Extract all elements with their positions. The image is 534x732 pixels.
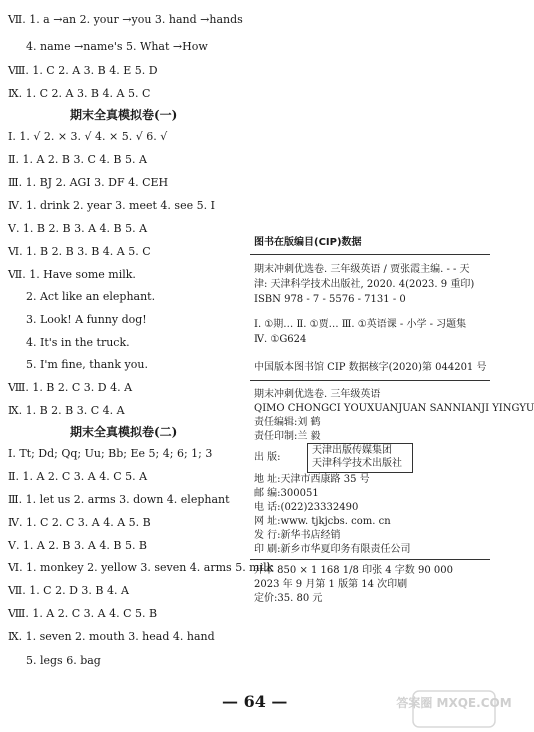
colophon-line: 开本 850 × 1 168 1/8 印张 4 字数 90 000 xyxy=(254,565,453,576)
cip-line: 津: 天津科学技术出版社, 2020. 4(2023. 9 重印) xyxy=(254,279,475,290)
colophon-line: 印 刷:新乡市华夏印务有限责任公司 xyxy=(254,544,411,555)
answer-line: 3. Look! A funny dog! xyxy=(26,313,147,326)
answer-line: Ⅳ. 1. drink 2. year 3. meet 4. see 5. I xyxy=(8,199,215,212)
cip-line: 中国版本图书馆 CIP 数据核字(2020)第 044201 号 xyxy=(254,362,487,373)
colophon-line: QIMO CHONGCI YOUXUANJUAN SANNIANJI YINGYU xyxy=(254,403,534,414)
answer-line: Ⅱ. 1. A 2. C 3. A 4. C 5. A xyxy=(8,470,148,483)
answer-line: Ⅵ. 1. monkey 2. yellow 3. seven 4. arms 5. milk xyxy=(8,561,274,574)
cip-line: Ⅳ. ①G624 xyxy=(254,334,307,345)
answer-line: Ⅸ. 1. B 2. B 3. C 4. A xyxy=(8,404,125,417)
colophon-rule xyxy=(250,559,490,560)
colophon-line: 邮 编:300051 xyxy=(254,488,319,499)
page-number: — 64 — xyxy=(222,692,288,711)
colophon-line: 天津科学技术出版社 xyxy=(312,458,402,469)
answer-line: Ⅷ. 1. A 2. C 3. A 4. C 5. B xyxy=(8,607,158,620)
colophon-line: 电 话:(022)23332490 xyxy=(254,502,359,513)
answer-line: Ⅰ. 1. √ 2. × 3. √ 4. × 5. √ 6. √ xyxy=(8,130,168,143)
answer-line: 4. It's in the truck. xyxy=(26,336,130,349)
answer-line: Ⅳ. 1. C 2. C 3. A 4. A 5. B xyxy=(8,516,151,529)
answer-line: Ⅴ. 1. A 2. B 3. A 4. B 5. B xyxy=(8,539,148,552)
watermark-icon xyxy=(396,690,512,728)
answer-line: Ⅶ. 1. Have some milk. xyxy=(8,268,136,281)
answer-line: 2. Act like an elephant. xyxy=(26,290,156,303)
answer-line: Ⅷ. 1. B 2. C 3. D 4. A xyxy=(8,381,133,394)
colophon-line: 定价:35. 80 元 xyxy=(254,593,323,604)
colophon-line: 2023 年 9 月第 1 版第 14 次印刷 xyxy=(254,579,408,590)
cip-top-rule xyxy=(250,254,490,255)
answer-line: Ⅶ. 1. C 2. D 3. B 4. A xyxy=(8,584,129,597)
answer-line: 5. I'm fine, thank you. xyxy=(26,358,148,371)
colophon-line: 网 址:www. tjkjcbs. com. cn xyxy=(254,516,391,527)
colophon-line: 期末冲刺优选卷. 三年级英语 xyxy=(254,389,381,400)
answer-line: Ⅱ. 1. A 2. B 3. C 4. B 5. A xyxy=(8,153,147,166)
watermark-text: 答案圈 MXQE.COM xyxy=(396,696,512,710)
answer-line: Ⅲ. 1. BJ 2. AGI 3. DF 4. CEH xyxy=(8,176,169,189)
cip-line: Ⅰ. ①期… Ⅱ. ①贾… Ⅲ. ①英语课 - 小学 - 习题集 xyxy=(254,319,467,330)
colophon-line: 地 址:天津市西康路 35 号 xyxy=(254,474,370,485)
colophon-line: 责任印制:兰 毅 xyxy=(254,431,321,442)
cip-bottom-rule xyxy=(250,380,490,381)
section-title: 期末全真模拟卷(一) xyxy=(70,108,178,122)
answer-line: Ⅵ. 1. B 2. B 3. B 4. A 5. C xyxy=(8,245,151,258)
colophon-line: 责任编辑:刘 鹤 xyxy=(254,417,321,428)
answer-line: Ⅸ. 1. seven 2. mouth 3. head 4. hand xyxy=(8,630,215,643)
answer-line: Ⅶ. 1. a →an 2. your →you 3. hand →hands xyxy=(8,13,243,26)
answer-line: Ⅸ. 1. C 2. A 3. B 4. A 5. C xyxy=(8,87,151,100)
section-title: 期末全真模拟卷(二) xyxy=(70,425,178,439)
answer-line: Ⅲ. 1. let us 2. arms 3. down 4. elephant xyxy=(8,493,230,506)
cip-heading: 图书在版编目(CIP)数据 xyxy=(254,237,362,248)
cip-line: 期末冲刺优选卷. 三年级英语 / 贾张霞主编. - - 天 xyxy=(254,264,470,275)
answer-line: Ⅴ. 1. B 2. B 3. A 4. B 5. A xyxy=(8,222,148,235)
answer-line: Ⅰ. Tt; Dd; Qq; Uu; Bb; Ee 5; 4; 6; 1; 3 xyxy=(8,447,213,460)
watermark-logo xyxy=(396,690,512,728)
answer-line: Ⅷ. 1. C 2. A 3. B 4. E 5. D xyxy=(8,64,158,77)
answer-line: 4. name →name's 5. What →How xyxy=(26,40,208,53)
colophon-line: 发 行:新华书店经销 xyxy=(254,530,341,541)
cip-line: ISBN 978 - 7 - 5576 - 7131 - 0 xyxy=(254,294,406,305)
colophon-line: 天津出版传媒集团 xyxy=(312,445,392,456)
colophon-line: 出 版: xyxy=(254,452,281,463)
answer-line: 5. legs 6. bag xyxy=(26,654,101,667)
